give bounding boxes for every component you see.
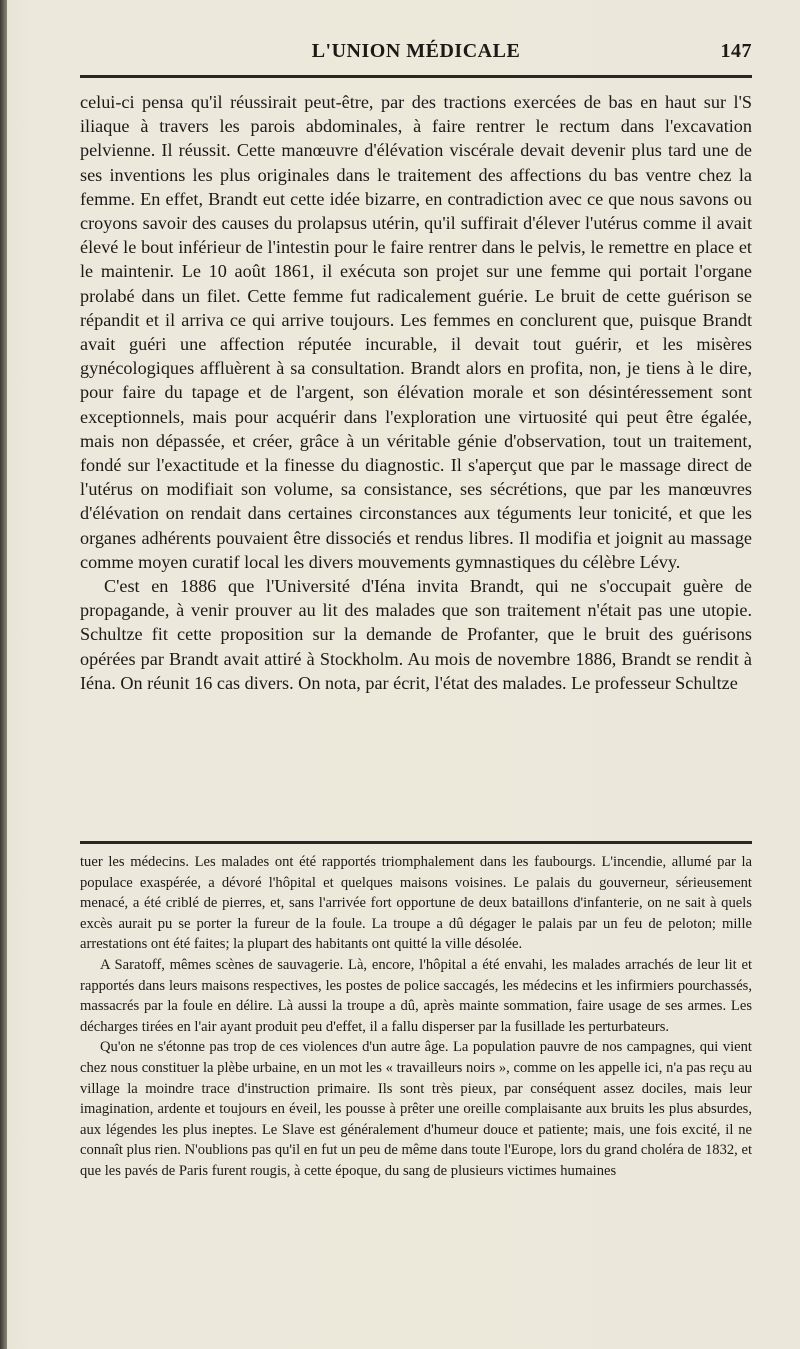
- body-paragraph: C'est en 1886 que l'Université d'Iéna invita Brandt, qui ne s'occupait guère de propagande, à venir prouver au lit des malades que son traitement n'était pas une utopie. Schultze fit cette proposition sur la demande de Profanter, que le bruit des guérisons opérées par Brandt avait attiré à Stockholm. Au mois de novembre 1886, Brandt se rendit à Iéna. On réunit 16 cas divers. On nota, par écrit, l'état des malades. Le professeur Schultze: [80, 576, 752, 693]
- footnote: [80, 852, 752, 1182]
- footnote-paragraph: A Saratoff, mêmes scènes de sauvagerie. Là, encore, l'hôpital a été envahi, les malades arrachés de leur lit et rapportés dans leurs maisons respectives, les postes de police saccagés, les médecins et les infirmiers pourchassés, massacrés par la foule en délire. Là aussi la troupe a dû, après mainte sommation, faire usage de ses armes. Les décharges tirées en l'air ayant produit peu d'effet, il a fallu disperser par la fusillade les perturbateurs.: [80, 956, 752, 1035]
- page-number: 147: [720, 40, 752, 62]
- footnote-rule: [80, 841, 752, 844]
- header-rule: [80, 75, 752, 78]
- body-paragraph: celui-ci pensa qu'il réussirait peut-être, par des tractions exercées de bas en haut sur l'S iliaque à travers les parois abdominales, à faire rentrer le rectum dans l'excavation pelvienne. Il réussit. Cette manœuvre d'élévation viscérale devait devenir plus tard une de ses inventions les plus originales dans le traitement des affections du bas ventre chez la femme. En effet, Brandt eut cette idée bizarre, en contradiction avec ce que nous savons ou croyons savoir des causes du prolapsus utérin, qu'il suffirait d'élever l'utérus comme il avait élevé le bout inférieur de l'intestin pour le faire rentrer dans le pelvis, le remettre en place et le maintenir. Le 10 août 1861, il exécuta son projet sur une femme qui portait l'organe prolabé dans un filet. Cette femme fut radicalement guérie. Le bruit de cette guérison se répandit et il arriva ce qui arrive toujours. Les femmes en conclurent que, puisque Brandt avait guéri une affection réputée incurable, il devait tout guérir, et les misères gynécologiques affluèrent à sa consultation. Brandt alors en profita, non, je tiens à le dire, pour faire du tapage et de l'argent, son élévation morale et son désintéressement sont exceptionnels, mais pour acquérir dans l'exploration une virtuosité qui peut être égalée, mais non dépassée, et créer, grâce à un véritable génie d'observation, tout un traitement, fondé sur l'exactitude et la finesse du diagnostic. Il s'aperçut que par le massage direct de l'utérus on modifiait son volume, sa consistance, ses sécrétions, que par les manœuvres d'élévation on rendait dans certaines circonstances aux téguments leur tonicité, et que les organes adhérents pouvaient être dissociés et rendus libres. Il modifia et joignit au massage comme moyen curatif local les divers mouvements gymnastiques du célèbre Lévy.: [80, 92, 752, 572]
- journal-title: L'UNION MÉDICALE: [311, 40, 521, 62]
- main-text: [80, 90, 752, 695]
- footnote-paragraph: tuer les médecins. Les malades ont été rapportés triomphalement dans les faubourgs. L'incendie, allumé par la populace exaspérée, a dévoré l'hôpital et quelques maisons voisines. Le palais du gouverneur, sérieusement menacé, a été criblé de pierres, et, sans l'arrivée fort opportune de deux bataillons d'infanterie, on ne sait à quels excès aurait pu se porter la fureur de la foule. La troupe a dû dégager le palais par un feu de peloton; mille arrestations ont été faites; la plupart des habitants ont quitté la ville désolée.: [80, 854, 752, 953]
- footnote-paragraph: Qu'on ne s'étonne pas trop de ces violences d'un autre âge. La population pauvre de nos campagnes, qui vient chez nous constituer la plèbe urbaine, en un mot les « travailleurs noirs », comme on les appelle ici, n'a pas reçu au village la moindre trace d'instruction primaire. Ils sont très pieux, par conséquent assez dociles, mais leur imagination, ardente et toujours en éveil, les pousse à prêter une oreille complaisante aux bruits les plus absurdes, aux légendes les plus ineptes. Le Slave est généralement d'humeur douce et patiente; mais, une fois excité, il ne connaît plus rien. N'oublions pas qu'il en fut un peu de même dans toute l'Europe, lors du grand choléra de 1832, et que les pavés de Paris furent rougis, à cette époque, du sang de plusieurs victimes humaines: [80, 1039, 752, 1179]
- page-binding-edge: [0, 0, 7, 1349]
- running-head: [80, 40, 752, 70]
